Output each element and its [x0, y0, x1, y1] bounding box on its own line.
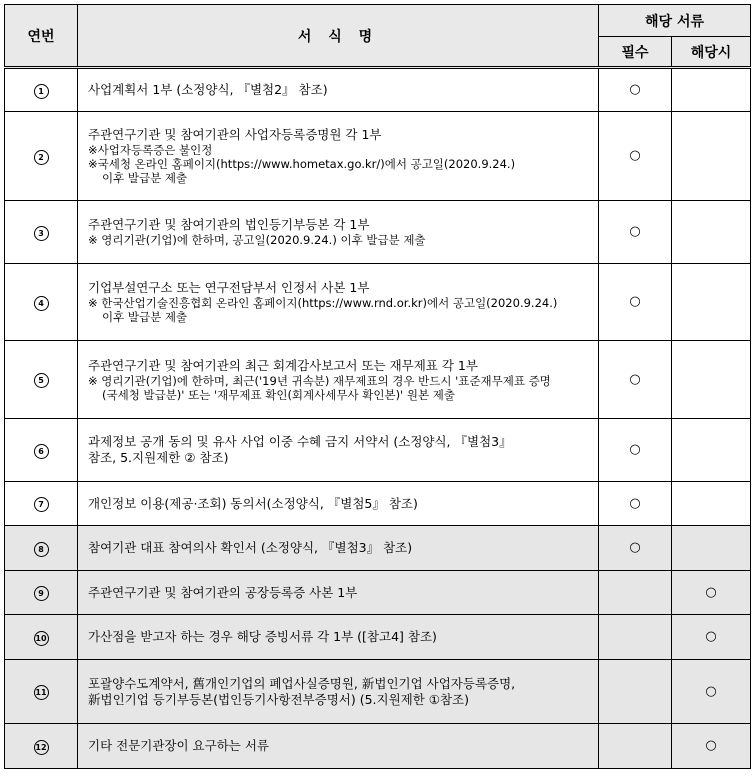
row-number-cell [5, 264, 78, 341]
row-number-cell [5, 112, 78, 201]
conditional-mark [672, 68, 751, 112]
row-number: 11 [34, 685, 49, 700]
required-mark: ○ [599, 341, 672, 419]
table-row [5, 264, 751, 341]
header-conditional: 해당시 [672, 37, 751, 68]
row-number: 6 [34, 444, 49, 459]
table-row [5, 482, 751, 526]
form-name-line: 과제정보 공개 동의 및 유사 사업 이중 수혜 금지 서약서 (소정양식, 『별첨3』 [88, 434, 512, 449]
header-applicable-docs: 해당 서류 [599, 5, 751, 37]
conditional-mark [672, 112, 751, 201]
header-required: 필수 [599, 37, 672, 68]
header-form-name: 서 식 명 [78, 5, 599, 68]
row-number-cell [5, 419, 78, 482]
table-row [5, 201, 751, 264]
form-name-cell [78, 615, 599, 660]
form-name-line: 新법인기업 등기부등본(법인등기사항전부증명서) (5.지원제한 ①참조) [88, 691, 470, 707]
required-mark: ○ [599, 201, 672, 264]
row-number: 3 [34, 226, 49, 241]
form-note: ※ 영리기관(기업)에 한하며, 공고일(2020.9.24.) 이후 발급분 제출 [88, 233, 426, 247]
row-number: 12 [34, 740, 49, 755]
form-name-cell [78, 68, 599, 112]
conditional-mark: ○ [672, 571, 751, 615]
form-name-line: 개인정보 이용(제공·조회) 동의서(소정양식, 『별첨5』 참조) [88, 495, 418, 511]
row-number-cell [5, 660, 78, 724]
row-number: 10 [34, 631, 49, 646]
row-number-cell [5, 341, 78, 419]
form-name-cell [78, 482, 599, 526]
conditional-mark [672, 526, 751, 571]
row-number-cell [5, 201, 78, 264]
row-number: 7 [34, 497, 49, 512]
required-mark: ○ [599, 482, 672, 526]
row-number: 5 [34, 373, 49, 388]
required-mark: ○ [599, 112, 672, 201]
conditional-mark [672, 201, 751, 264]
form-name-cell [78, 419, 599, 482]
form-name-cell [78, 341, 599, 419]
required-mark [599, 660, 672, 724]
form-note: 이후 발급분 제출 [102, 310, 188, 324]
form-name-line: 주관연구기관 및 참여기관의 공장등록증 사본 1부 [88, 584, 358, 600]
table-row [5, 724, 751, 769]
table-row [5, 571, 751, 615]
table-row [5, 660, 751, 724]
required-mark: ○ [599, 526, 672, 571]
form-name-cell [78, 526, 599, 571]
table-row [5, 68, 751, 112]
conditional-mark [672, 482, 751, 526]
table-row [5, 341, 751, 419]
form-note: ※ 영리기관(기업)에 한하며, 최근('19년 귀속분) 재무제표의 경우 반드시 '표준재무제표 증명 [88, 373, 551, 388]
form-name-cell [78, 264, 599, 341]
form-note: 이후 발급분 제출 [102, 171, 188, 185]
row-number: 2 [34, 150, 49, 165]
conditional-mark [672, 419, 751, 482]
conditional-mark: ○ [672, 724, 751, 769]
row-number: 1 [34, 84, 49, 99]
form-name-cell [78, 112, 599, 201]
form-name-cell [78, 724, 599, 769]
required-mark [599, 724, 672, 769]
form-name-line: 포괄양수도계약서, 舊개인기업의 폐업사실증명원, 新법인기업 사업자등록증명, [88, 675, 516, 691]
header-number: 연번 [5, 5, 78, 68]
conditional-mark: ○ [672, 615, 751, 660]
form-name-line: 기타 전문기관장이 요구하는 서류 [88, 738, 269, 753]
form-name-line: 참조, 5.지원제한 ② 참조) [88, 450, 229, 465]
conditional-mark [672, 341, 751, 419]
required-mark: ○ [599, 264, 672, 341]
required-mark: ○ [599, 419, 672, 482]
form-name-line: 가산점을 받고자 하는 경우 해당 증빙서류 각 1부 ([참고4] 참조) [88, 629, 437, 644]
row-number: 9 [34, 586, 49, 601]
form-note: ※ 한국산업기술진흥협회 온라인 홈페이지(https://www.rnd.or.kr)에서 공고일(2020.9.24.) [88, 296, 558, 310]
form-name-line: 주관연구기관 및 참여기관의 사업자등록증명원 각 1부 [88, 127, 382, 142]
row-number-cell [5, 724, 78, 769]
form-note: (국세청 발급분)' 또는 '재무제표 확인(회계사세무사 확인본)' 원본 제출 [102, 387, 455, 402]
row-number-cell [5, 526, 78, 571]
form-note: ※국세청 온라인 홈페이지(https://www.hometax.go.kr/)에서 공고일(2020.9.24.) [88, 157, 516, 171]
form-note: ※사업자등록증은 불인정 [88, 143, 213, 157]
required-mark [599, 615, 672, 660]
row-number: 4 [34, 296, 49, 311]
row-number-cell [5, 615, 78, 660]
row-number-cell [5, 482, 78, 526]
form-name-cell [78, 660, 599, 724]
form-name-line: 주관연구기관 및 참여기관의 최근 회계감사보고서 또는 재무제표 각 1부 [88, 357, 478, 373]
submission-documents-table [4, 4, 751, 769]
row-number-cell [5, 68, 78, 112]
table-row [5, 112, 751, 201]
document-table-wrapper [4, 4, 750, 769]
form-name-line: 사업계획서 1부 (소정양식, 『별첨2』 참조) [88, 82, 328, 97]
table-row [5, 526, 751, 571]
row-number: 8 [34, 542, 49, 557]
form-name-line: 참여기관 대표 참여의사 확인서 (소정양식, 『별첨3』 참조) [88, 540, 413, 555]
conditional-mark: ○ [672, 660, 751, 724]
table-row [5, 615, 751, 660]
required-mark [599, 571, 672, 615]
form-name-cell [78, 201, 599, 264]
form-name-cell [78, 571, 599, 615]
form-name-line: 기업부설연구소 또는 연구전담부서 인정서 사본 1부 [88, 280, 370, 295]
conditional-mark [672, 264, 751, 341]
form-name-line: 주관연구기관 및 참여기관의 법인등기부등본 각 1부 [88, 217, 370, 232]
required-mark: ○ [599, 68, 672, 112]
row-number-cell [5, 571, 78, 615]
table-row [5, 419, 751, 482]
